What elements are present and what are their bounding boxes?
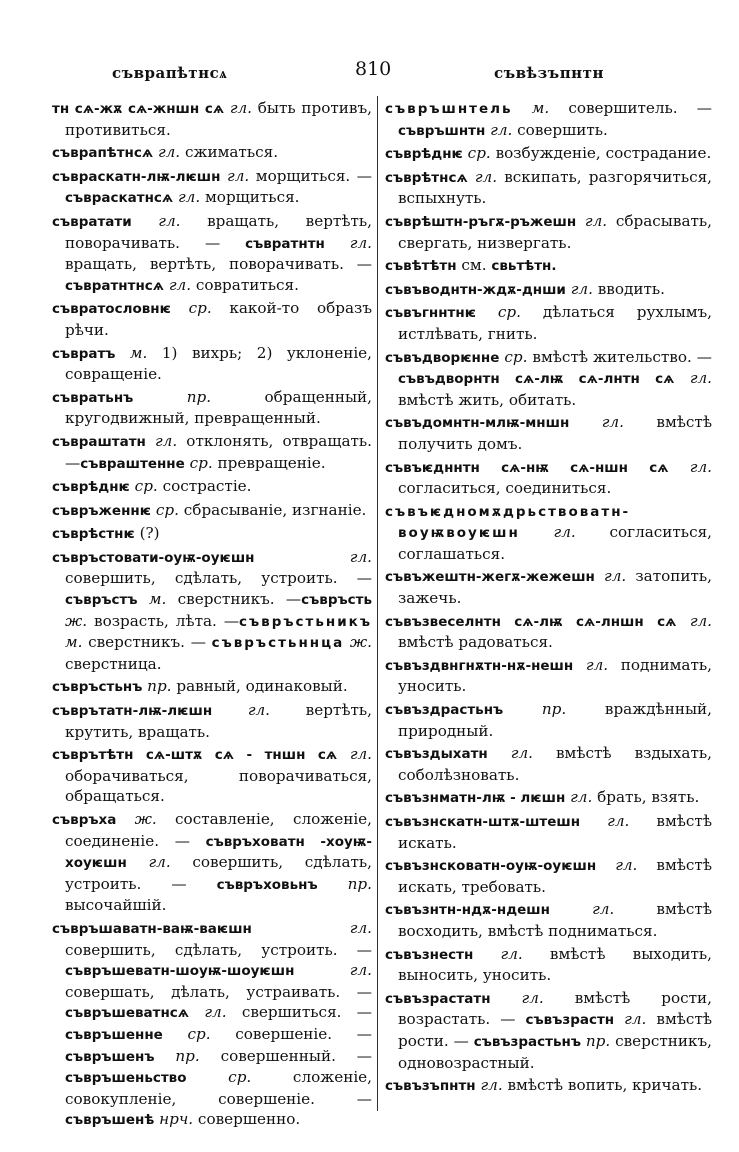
definition-text: вмѣстѣ вздыхать, соболѣзновать. <box>398 744 712 784</box>
grammar-label: пр. <box>503 700 567 719</box>
headword: съвъзнтн-ндѫ-ндешн <box>385 902 550 919</box>
definition-text: вмѣстѣ искать. <box>398 812 712 852</box>
headword: съвраскатнсѧ <box>65 190 174 207</box>
headword: съвръховатн -хоуѭ-хоуѥшн <box>65 833 372 872</box>
dictionary-entry <box>52 547 372 675</box>
headword: съвръженнѥ <box>52 502 152 519</box>
headword: съвъдворнтн сѧ-лѭ сѧ-лнтн сѧ <box>398 371 675 388</box>
definition-text: совершать, дѣлать, устраивать. — <box>65 982 372 1001</box>
definition-text: совершить, сдѣлать, устроить. — <box>65 940 372 959</box>
grammar-label: гл. <box>573 655 609 674</box>
grammar-label: гл. <box>565 279 593 298</box>
dictionary-entry <box>385 143 712 165</box>
definition-text: вмѣстѣ рости. — <box>398 1010 712 1050</box>
grammar-label: гл. <box>251 918 372 937</box>
grammar-label: ж. <box>65 611 88 630</box>
definition-text: вмѣстѣ восходить, вмѣстѣ подниматься. <box>398 900 712 940</box>
headword: съвръстовати-оуѭ-оуѥшн <box>52 549 255 566</box>
grammar-label: ср. <box>499 347 528 366</box>
definition-text: вводить. <box>592 279 665 298</box>
definition-text: сверстникъ. — <box>166 590 302 609</box>
dictionary-entry <box>385 611 712 653</box>
grammar-label: пр. <box>580 1031 611 1050</box>
grammar-label: гл. <box>294 961 372 980</box>
headword: съвъзнскатн-штѫ-штешн <box>385 814 581 830</box>
grammar-label: гл. <box>490 988 544 1007</box>
headword: съвръшнтн <box>398 122 486 139</box>
headword: съвръшенъ <box>65 1048 155 1065</box>
headword: съвъзвеселнтн сѧ-лѭ сѧ-лншн сѧ <box>385 613 677 630</box>
definition-text: сложеніе, совокупленіе, совершеніе. — <box>65 1068 372 1108</box>
grammar-label: гл. <box>145 431 178 450</box>
definition-text: быть противъ, противиться. <box>65 99 372 139</box>
headword: съвратнтн <box>245 235 325 252</box>
headword: съвъжештн-жегѫ-жежешн <box>385 569 595 586</box>
grammar-label: ср. <box>162 1024 211 1043</box>
headword: съвъдомнтн-млѭ-мншн <box>385 415 570 432</box>
dictionary-entry <box>52 523 372 545</box>
grammar-label: гл. <box>487 744 533 763</box>
definition-text: сверстникъ, одновозрастный. <box>398 1031 712 1072</box>
grammar-label: ср. <box>184 453 213 472</box>
headword: съвръстьннца <box>211 635 345 652</box>
grammar-label: гл. <box>565 788 593 807</box>
definition-text: враждѣнный, природный. <box>398 700 712 740</box>
dictionary-entry <box>52 918 372 1131</box>
definition-text: совершеніе. — <box>210 1024 372 1043</box>
grammar-label: нрч. <box>154 1110 194 1129</box>
headword: съвъзнестн <box>385 946 474 963</box>
headword: съвратнтнсѧ <box>65 277 165 294</box>
definition-text: вскипать, разгорячиться, вспыхнуть. <box>398 167 712 208</box>
headword: съвръстьнъ <box>52 679 143 696</box>
definition-text: совратиться. <box>191 275 299 294</box>
definition-text: вращать, вертѣть, поворачивать. — <box>65 211 372 252</box>
page-header <box>0 58 739 88</box>
right-column <box>385 98 712 1099</box>
headword: съвѣтѣтн <box>385 258 457 275</box>
headword: съвръшеньство <box>65 1070 187 1087</box>
headword: съвъзрастьнъ <box>473 1033 581 1050</box>
dictionary-entry <box>52 700 372 742</box>
column-divider <box>377 96 378 1111</box>
headword: съвъздыхатн <box>385 746 488 763</box>
headword: съвръшенне <box>65 1026 163 1043</box>
dictionary-entry <box>385 457 712 499</box>
grammar-label: гл. <box>674 369 712 388</box>
definition-text: превращеніе. <box>212 453 326 472</box>
definition-text: совершить. <box>512 120 608 139</box>
headword: съвъзрастатн <box>385 990 491 1007</box>
grammar-label: ср. <box>151 500 179 519</box>
grammar-label: гл. <box>594 567 627 586</box>
definition-text: согласиться, соединиться. <box>398 479 612 498</box>
headword: съвръстъ <box>65 592 138 609</box>
dictionary-entry <box>52 211 372 296</box>
headword: съврътатн-лѭ-лѥшн <box>52 703 213 720</box>
dictionary-entry <box>52 166 372 209</box>
definition-text: сверстница. <box>65 654 162 673</box>
definition-text: совершитель. — <box>549 99 712 117</box>
definition-text: отклонять, отвращать. — <box>65 431 372 472</box>
grammar-label: м. <box>512 99 550 117</box>
headword: свьтѣтн. <box>491 258 557 275</box>
definition-text: (?) <box>134 524 160 543</box>
definition-text: совершить, сдѣлать, устроить. — <box>65 569 372 588</box>
dictionary-entry <box>52 142 372 164</box>
headword: съвратъ <box>52 345 116 362</box>
headword: съврѣднѥ <box>385 146 463 163</box>
headword: съвъзрастн <box>525 1012 615 1029</box>
headword: съвръшеватн-шоуѭ-шоуѥшн <box>65 963 295 980</box>
running-head-right: съвѣзъпнтн <box>494 64 604 82</box>
grammar-label: ср. <box>462 144 491 163</box>
headword: съвъзъпнтн <box>385 1078 476 1095</box>
headword: съвъѥдннтн сѧ-нѭ сѧ-ншн сѧ <box>385 459 669 476</box>
dictionary-entry <box>385 655 712 697</box>
headword: съвръсть <box>301 592 372 609</box>
grammar-label: пр. <box>154 1046 200 1065</box>
definition-text: вмѣстѣ радоваться. <box>398 633 553 652</box>
headword: съвръшенѣ <box>65 1112 155 1129</box>
headword: съвраштенне <box>80 455 185 472</box>
dictionary-entry <box>385 255 712 277</box>
dictionary-entry <box>52 809 372 916</box>
grammar-label: гл. <box>475 1076 503 1095</box>
dictionary-entry <box>385 98 712 141</box>
grammar-label: гл. <box>173 188 201 207</box>
dictionary-entry <box>52 298 372 340</box>
grammar-label: гл. <box>189 1003 227 1022</box>
dictionary-entry <box>52 98 372 140</box>
headword: съвръха <box>52 812 117 828</box>
headword: съврапѣтнсѧ <box>52 145 154 162</box>
grammar-label: гл. <box>224 99 253 117</box>
grammar-label: гл. <box>549 900 615 919</box>
definition-text: вертѣть, крутить, вращать. <box>65 701 372 741</box>
definition-text: оборачиваться, поворачиваться, обращаться. <box>65 766 372 806</box>
definition-text: возрасть, лѣта. — <box>87 611 240 630</box>
dictionary-entry <box>52 500 372 522</box>
headword: съвръстьникъ <box>239 613 372 630</box>
definition-text: высочайшій. <box>65 896 167 915</box>
grammar-label: м. <box>137 590 167 609</box>
headword: съврѣштн-ръгѫ-ръжешн <box>385 213 577 230</box>
headword: съврътѣтн сѧ-штѫ сѧ - тншн сѧ <box>52 747 338 764</box>
definition-text: какой-то образъ рѣчи. <box>65 299 372 339</box>
grammar-label: гл. <box>337 745 372 764</box>
dictionary-entry <box>385 899 712 941</box>
headword: съвръшаватн-ваѭ-ваѥшн <box>52 920 252 937</box>
definition-text: совершить, сдѣлать, устроить. — <box>65 853 372 893</box>
definition-text: морщиться. <box>200 188 300 207</box>
dictionary-entry <box>385 501 712 565</box>
headword: съврѣстнѥ <box>52 526 135 543</box>
grammar-label: гл. <box>164 275 192 294</box>
grammar-label: пр. <box>133 387 212 406</box>
grammar-label: м. <box>115 343 148 362</box>
dictionary-entry <box>385 347 712 411</box>
headword: съвраскатн-лѭ-лѥшн <box>52 168 221 185</box>
dictionary-entry <box>52 676 372 698</box>
grammar-label: ср. <box>170 299 212 318</box>
definition-text: вращать, вертѣть, поворачивать. — <box>65 255 372 274</box>
grammar-label: ж. <box>344 633 372 652</box>
dictionary-entry <box>385 699 712 741</box>
headword: съврѣтнсѧ <box>385 169 468 186</box>
headword: съвъдворѥнне <box>385 349 500 366</box>
running-head-left: съврапѣтнсѧ <box>112 64 228 82</box>
grammar-label: гл. <box>576 211 608 230</box>
grammar-label: гл. <box>473 944 523 963</box>
grammar-label: гл. <box>254 547 372 566</box>
definition-text: совершенный. — <box>199 1046 372 1065</box>
dictionary-entry <box>52 387 372 429</box>
headword: съвъводнтн-ждѫ-днши <box>385 281 566 298</box>
grammar-label: гл. <box>131 211 181 230</box>
definition-text: вмѣстѣ выходить, выносить, уносить. <box>398 944 712 985</box>
headword: съврѣднѥ <box>52 479 130 496</box>
definition-text: сверстникъ. — <box>82 633 212 652</box>
headword: тн сѧ-жѫ сѧ-жншн сѧ <box>52 101 225 117</box>
grammar-label: гл. <box>569 413 624 432</box>
definition-text: свершиться. — <box>226 1003 372 1022</box>
definition-text: возбужденіе, сострадание. <box>490 144 712 163</box>
left-column <box>52 98 372 1133</box>
grammar-label: гл. <box>126 853 171 872</box>
definition-text: составленіе, сложеніе, соединеніе. — <box>65 810 372 850</box>
headword: съвъзнсковатн-оуѭ-оуѥшн <box>385 858 597 875</box>
dictionary-entry <box>385 279 712 301</box>
grammar-label: пр. <box>142 677 172 696</box>
dictionary-entry <box>385 743 712 785</box>
grammar-label: гл. <box>668 457 712 476</box>
dictionary-entry <box>385 944 712 986</box>
grammar-label: гл. <box>485 120 513 139</box>
dictionary-entry <box>385 302 712 344</box>
definition-text: поднимать, уносить. <box>398 655 712 696</box>
headword: съвъздвнгнѫтн-нѫ-нешн <box>385 657 574 674</box>
grammar-label: гл. <box>596 856 638 875</box>
grammar-label: ж. <box>116 810 157 828</box>
definition-text: брать, взять. <box>592 788 700 807</box>
headword: съвъзнматн-лѭ - лѥшн <box>385 790 566 807</box>
grammar-label: гл. <box>676 611 712 630</box>
dictionary-entry <box>385 811 712 853</box>
definition-text: сжиматься. <box>180 143 279 162</box>
dictionary-entry <box>385 855 712 897</box>
dictionary-entry <box>385 211 712 253</box>
dictionary-entry <box>385 1075 712 1097</box>
grammar-label: м. <box>65 633 83 652</box>
headword: съвръховьнъ <box>216 876 318 893</box>
headword: съвъѥдномѫдрьствоватн-воуѭвоуѥшн <box>385 503 631 542</box>
dictionary-entry <box>385 167 712 209</box>
grammar-label: гл. <box>220 166 250 185</box>
definition-text: 1) вихрь; 2) уклоненіе, совращеніе. <box>65 343 372 384</box>
dictionary-entry <box>385 988 712 1073</box>
grammar-label: ср. <box>129 477 158 496</box>
definition-text: вмѣстѣ вопить, кричать. <box>502 1076 703 1095</box>
grammar-label: ср. <box>186 1068 252 1087</box>
definition-text: затопить, зажечь. <box>398 567 712 608</box>
grammar-label: гл. <box>153 143 181 162</box>
headword: съвъгннтнѥ <box>385 305 477 322</box>
definition-text: сбрасываніе, изгнаніе. <box>178 500 367 519</box>
grammar-label: гл. <box>324 233 372 252</box>
definition-text: вмѣстѣ искать, требовать. <box>398 856 712 896</box>
grammar-label: пр. <box>317 874 372 893</box>
grammar-label: гл. <box>212 701 271 720</box>
dictionary-entry <box>52 476 372 498</box>
dictionary-entry <box>385 787 712 809</box>
definition-text: равный, одинаковый. <box>171 677 348 696</box>
definition-text: вмѣстѣ получить домъ. <box>398 413 712 453</box>
dictionary-entry <box>385 412 712 454</box>
definition-text: совершенно. <box>193 1110 301 1129</box>
grammar-label: гл. <box>467 167 498 186</box>
headword: съвратати <box>52 213 132 230</box>
definition-text: вмѣстѣ жительство. — <box>527 347 712 366</box>
dictionary-entry <box>385 566 712 608</box>
headword: съвраштатн <box>52 433 146 450</box>
definition-text: согласиться, соглашаться. <box>398 523 712 563</box>
definition-text: сострастіе. <box>157 477 252 496</box>
definition-text: вмѣстѣ рости, возрастать. — <box>398 988 712 1029</box>
grammar-label: гл. <box>580 812 630 830</box>
grammar-label: гл. <box>614 1010 647 1029</box>
definition-text: обращенный, кругодвижный, превращенный. <box>65 387 372 428</box>
headword: съвъздрастьнъ <box>385 702 504 719</box>
headword: съвратьнъ <box>52 389 134 406</box>
grammar-label: гл. <box>519 523 576 542</box>
definition-text: морщиться. — <box>249 166 372 185</box>
dictionary-entry <box>52 431 372 474</box>
headword: съвръшеватнсѧ <box>65 1005 190 1022</box>
definition-text: вмѣстѣ жить, обитать. <box>398 390 577 409</box>
grammar-label: ср. <box>476 303 521 322</box>
definition-text: см. <box>456 256 492 275</box>
definition-text: сбрасывать, свергать, низвергать. <box>398 211 712 252</box>
headword: съвратословнѥ <box>52 301 171 318</box>
page-number: 810 <box>355 58 392 80</box>
definition-text: дѣлаться рухлымъ, истлѣвать, гнить. <box>398 303 712 343</box>
headword: съвръшнтель <box>385 101 513 117</box>
dictionary-entry <box>52 343 372 385</box>
dictionary-entry <box>52 744 372 807</box>
